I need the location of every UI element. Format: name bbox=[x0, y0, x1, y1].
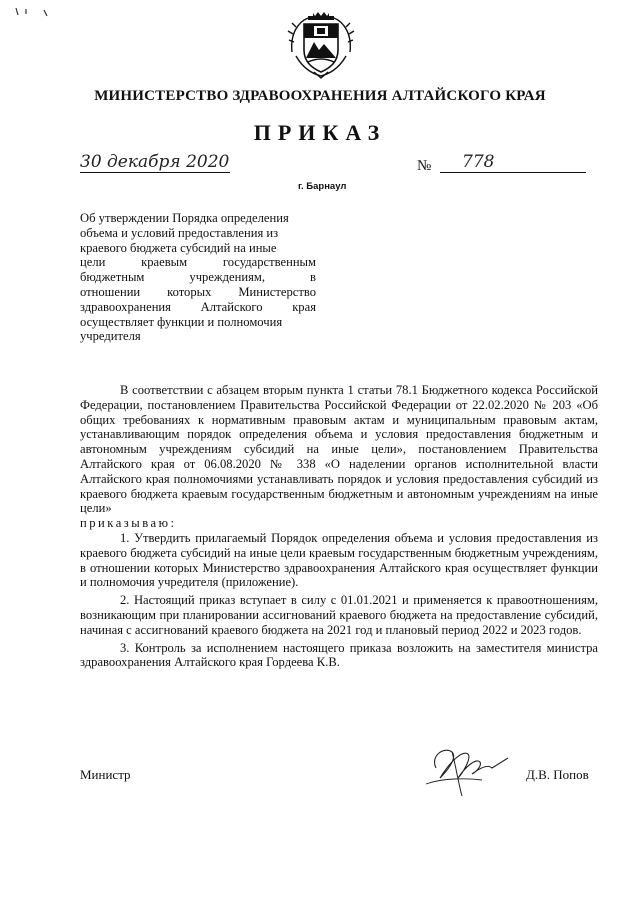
city: г. Барнаул bbox=[298, 181, 347, 192]
date-underline bbox=[80, 172, 230, 173]
number-underline bbox=[440, 172, 586, 173]
handwritten-signature bbox=[422, 738, 518, 800]
signer-title: Министр bbox=[80, 767, 131, 782]
subject-line: Об утверждении Порядка определения bbox=[80, 211, 289, 225]
handwritten-date: 30 декабря 2020 bbox=[80, 152, 230, 172]
subject-line: краевого бюджета субсидий на иные bbox=[80, 240, 277, 255]
preamble-paragraph: В соответствии с абзацем вторым пункта 1 статьи 78.1 Бюджетного кодекса Российской Федерации, постановлением Правительства Российской Федерации от 22.02.2020 № 203 «Об общих требованиях к нормативным правовым актам и муниципальным правовым актам, устанавливающим порядок определения объема и условия предоставления бюджетным и автономным учреждениям субсидий на иные цели», постановлением Правительства Алтайского края от 06.08.2020 № 338 «О наделении органов исполнительной власти Алтайского края полномочиями устанавливать порядок и условия предоставления субсидий из краевого бюджета краевым государственным бюджетным и автономным учреждениям на иные цели» bbox=[80, 383, 598, 516]
order-item-3: 3. Контроль за исполнением настоящего приказа возложить на заместителя министра здравоохранения Алтайского края Гордеева К.В. bbox=[80, 640, 598, 670]
subject-line: здравоохранения Алтайского края bbox=[80, 299, 316, 314]
scan-mark bbox=[14, 6, 54, 20]
subject-line: учредителя bbox=[80, 329, 141, 344]
order-item-2: 2. Настоящий приказ вступает в силу с 01.01.2021 и применяется к правоотношениям, возникающим при планировании ассигнований краевого бюджета на предоставление субсидий, начиная с ассигнований краевого бюджета на 2021 год и плановый период 2022 и 2023 годов. bbox=[80, 593, 598, 637]
number-label: № bbox=[417, 158, 432, 174]
order-item-1: 1. Утвердить прилагаемый Порядок определения объема и условия предоставления из краевого бюджета субсидий на иные цели краевым государственным бюджетным учреждениям, в отношении которых Министерство здравоохранения Алтайского края осуществляет функции и полномочия учредителя (приложение). bbox=[80, 530, 598, 590]
subject-line: осуществляет функции и полномочия bbox=[80, 314, 283, 329]
subject-block bbox=[80, 211, 316, 344]
subject-line: цели краевым государственным bbox=[80, 255, 316, 270]
signer-name: Д.В. Попов bbox=[526, 767, 589, 782]
subject-line: отношении которых Министерство bbox=[80, 284, 316, 299]
coat-of-arms-emblem bbox=[284, 12, 358, 82]
order-word: приказываю: bbox=[80, 516, 177, 531]
document-title: ПРИКАЗ bbox=[253, 120, 387, 145]
ministry-name: МИНИСТЕРСТВО ЗДРАВООХРАНЕНИЯ АЛТАЙСКОГО КРАЯ bbox=[94, 88, 546, 104]
subject-line: бюджетным учреждениям, в bbox=[80, 270, 316, 285]
subject-line: объема и условий предоставления из bbox=[80, 225, 279, 240]
document-body bbox=[80, 383, 598, 670]
handwritten-number: 778 bbox=[462, 152, 495, 172]
